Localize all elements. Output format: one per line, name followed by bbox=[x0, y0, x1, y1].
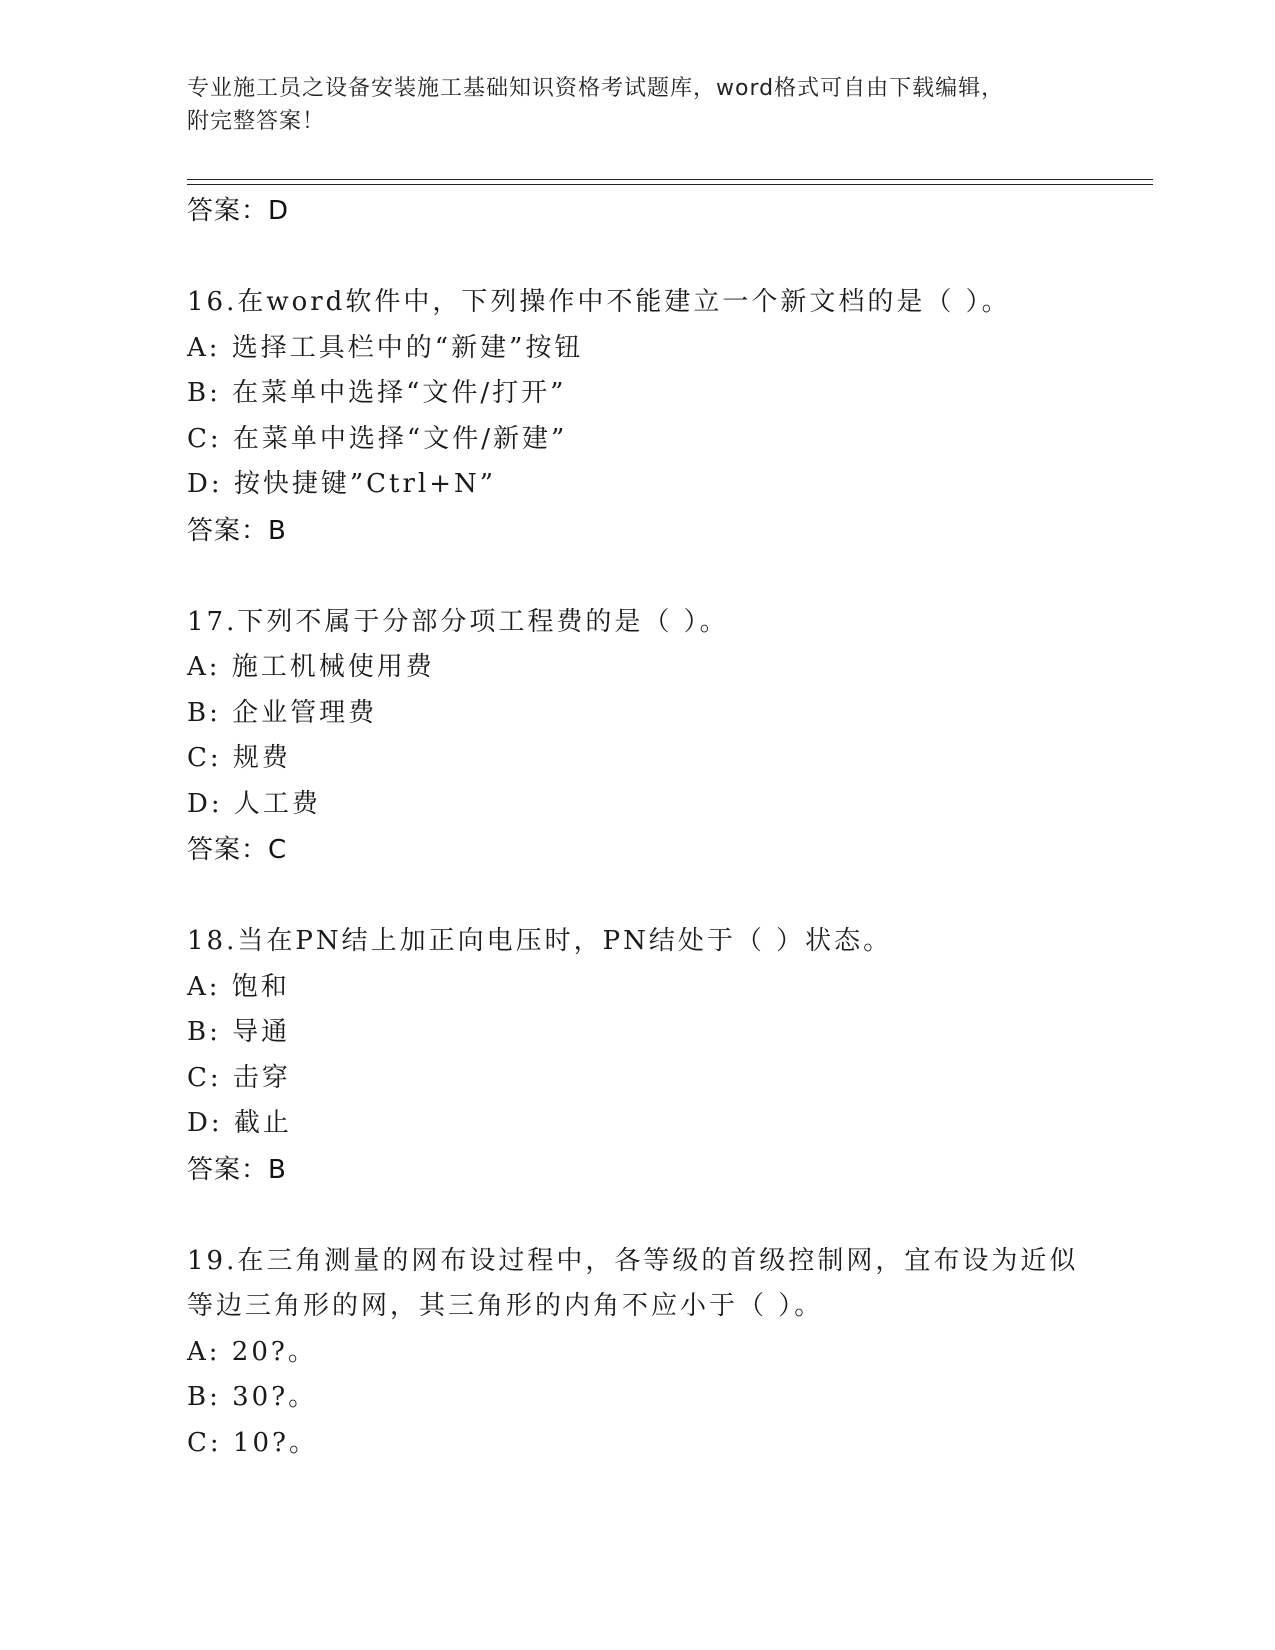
header-rule-bottom bbox=[187, 184, 1153, 185]
option-c: C: 规费 bbox=[187, 743, 291, 773]
document-body bbox=[187, 188, 1153, 1466]
spacer bbox=[187, 873, 1153, 919]
header-rule-top bbox=[187, 179, 1153, 180]
answer-line: 答案：B bbox=[187, 1154, 287, 1185]
option-d: D: 人工费 bbox=[187, 788, 321, 819]
option-b: B: 30?。 bbox=[187, 1382, 318, 1412]
option-c: C: 在菜单中选择“文件/新建” bbox=[187, 423, 568, 454]
question-block bbox=[187, 600, 1153, 874]
question-stem-line-2: 等边三角形的网，其三角形的内角不应小于（ ）。 bbox=[187, 1291, 824, 1321]
option-b: B: 企业管理费 bbox=[187, 697, 378, 728]
question-block bbox=[187, 280, 1153, 554]
question-stem-line-1: 19.在三角测量的网布设过程中，各等级的首级控制网，宜布设为近似 bbox=[187, 1245, 1079, 1276]
option-b: B: 在菜单中选择“文件/打开” bbox=[187, 378, 567, 408]
question-stem: 18.当在PN结上加正向电压时，PN结处于（ ）状态。 bbox=[187, 926, 893, 956]
answer-line: 答案：D bbox=[187, 196, 290, 226]
option-a: A: 选择工具栏中的“新建”按钮 bbox=[187, 332, 584, 363]
header-line-1: 专业施工员之设备安装施工基础知识资格考试题库，word格式可自由下载编辑， bbox=[187, 76, 1005, 101]
option-c: C: 10?。 bbox=[187, 1427, 318, 1458]
question-block bbox=[187, 1239, 1153, 1467]
option-d: D: 按快捷键”Ctrl+N” bbox=[187, 469, 497, 499]
question-stem: 17.下列不属于分部分项工程费的是（ ）。 bbox=[187, 606, 729, 637]
spacer bbox=[187, 554, 1153, 600]
answer-line: 答案：B bbox=[187, 515, 287, 546]
option-a: A: 20?。 bbox=[187, 1336, 317, 1367]
question-block bbox=[187, 919, 1153, 1193]
option-c: C: 击穿 bbox=[187, 1062, 291, 1093]
answer-line: 答案：C bbox=[187, 835, 288, 865]
question-stem: 16.在word软件中，下列操作中不能建立一个新文档的是（ ）。 bbox=[187, 287, 1011, 317]
option-d: D: 截止 bbox=[187, 1108, 292, 1138]
document-header bbox=[187, 72, 1067, 138]
header-line-2: 附完整答案！ bbox=[187, 109, 326, 134]
option-a: A: 施工机械使用费 bbox=[187, 652, 435, 682]
option-b: B: 导通 bbox=[187, 1017, 291, 1047]
option-a: A: 饱和 bbox=[187, 971, 290, 1002]
spacer bbox=[187, 1193, 1153, 1239]
spacer bbox=[187, 234, 1153, 280]
